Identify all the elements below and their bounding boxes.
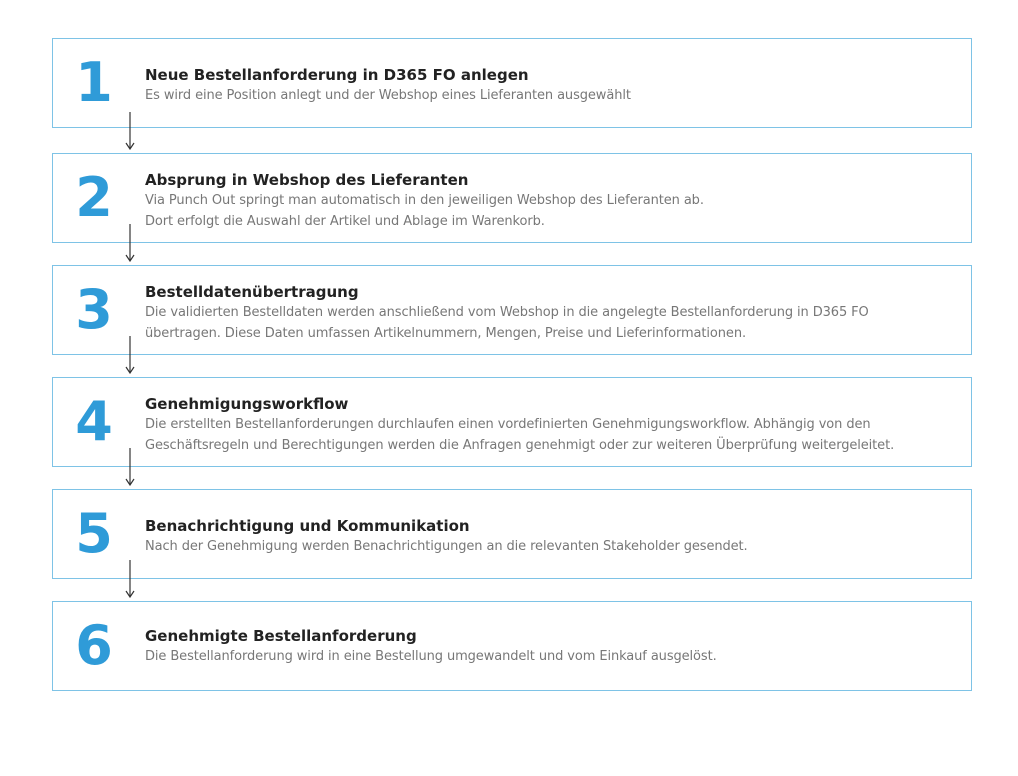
step-description-line: Geschäftsregeln und Berechtigungen werden die Anfragen genehmigt oder zur weiteren Überprüfung weitergeleitet. — [145, 438, 895, 453]
step-description-line: übertragen. Diese Daten umfassen Artikelnummern, Mengen, Preise und Lieferinformationen. — [145, 326, 746, 341]
step-description-line: Via Punch Out springt man automatisch in den jeweiligen Webshop des Lieferanten ab. — [145, 193, 704, 208]
step-text — [145, 626, 951, 667]
step-number: 3 — [75, 278, 113, 341]
step-title: Genehmigte Bestellanforderung — [145, 627, 417, 645]
step-box-4 — [52, 377, 972, 467]
down-arrow-icon — [124, 336, 136, 374]
step-box-3 — [52, 265, 972, 355]
step-number: 6 — [75, 614, 113, 677]
step-description-line: Die erstellten Bestellanforderungen durchlaufen einen vordefinierten Genehmigungsworkflow. Abhängig von den — [145, 417, 871, 432]
step-box-2 — [52, 153, 972, 243]
step-number: 1 — [75, 51, 113, 114]
down-arrow-icon — [124, 112, 136, 150]
step-title: Bestelldatenübertragung — [145, 283, 359, 301]
step-box-6 — [52, 601, 972, 691]
step-number: 4 — [75, 390, 113, 453]
step-description-line: Die Bestellanforderung wird in eine Bestellung umgewandelt und vom Einkauf ausgelöst. — [145, 649, 717, 664]
step-number: 2 — [75, 166, 113, 229]
step-title: Genehmigungsworkflow — [145, 395, 349, 413]
step-title: Absprung in Webshop des Lieferanten — [145, 171, 469, 189]
step-number: 5 — [75, 502, 113, 565]
step-description — [145, 414, 951, 456]
step-text — [145, 394, 951, 456]
step-title: Benachrichtigung und Kommunikation — [145, 517, 470, 535]
step-description — [145, 302, 951, 344]
step-text — [145, 170, 951, 232]
step-description-line: Die validierten Bestelldaten werden anschließend vom Webshop in die angelegte Bestellanforderung in D365 FO — [145, 305, 869, 320]
step-text — [145, 65, 951, 106]
step-description — [145, 646, 951, 667]
step-box-5 — [52, 489, 972, 579]
step-description-line: Dort erfolgt die Auswahl der Artikel und Ablage im Warenkorb. — [145, 214, 545, 229]
down-arrow-icon — [124, 224, 136, 262]
step-description — [145, 536, 951, 557]
step-description-line: Es wird eine Position anlegt und der Webshop eines Lieferanten ausgewählt — [145, 88, 631, 103]
down-arrow-icon — [124, 560, 136, 598]
step-description — [145, 85, 951, 106]
step-text — [145, 516, 951, 557]
step-box-1 — [52, 38, 972, 128]
step-description — [145, 190, 951, 232]
step-description-line: Nach der Genehmigung werden Benachrichtigungen an die relevanten Stakeholder gesendet. — [145, 539, 748, 554]
step-title: Neue Bestellanforderung in D365 FO anlegen — [145, 66, 529, 84]
step-text — [145, 282, 951, 344]
down-arrow-icon — [124, 448, 136, 486]
